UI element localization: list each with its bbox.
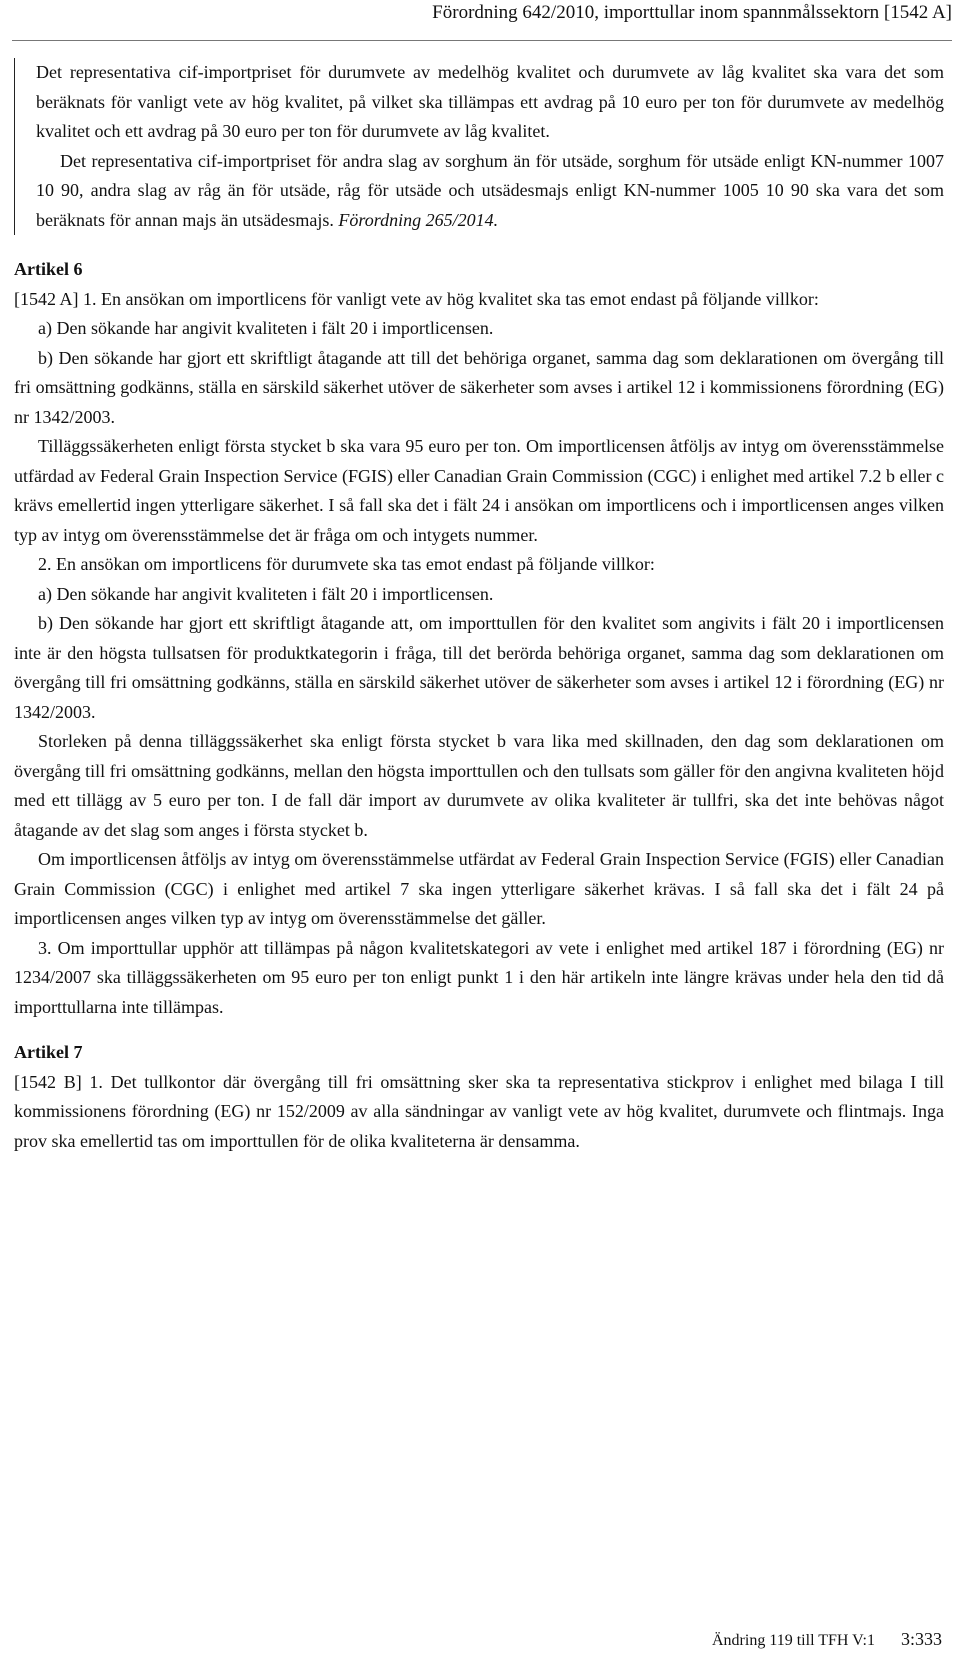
article-6-point-1: [1542 A] 1. En ansökan om importlicens för vanligt vete av hög kvalitet ska tas emot endast på följande villkor: (14, 288, 819, 309)
running-header: Förordning 642/2010, importtullar inom spannmålssektorn [1542 A] (432, 2, 952, 23)
amendment-reference: Förordning 265/2014. (338, 209, 499, 230)
document-body (14, 58, 944, 1156)
article-6-point-2-b: b) Den sökande har gjort ett skriftligt åtagande att, om importtullen för den kvalitet som angivits i fält 20 i importlicensen inte är den högsta tullsatsen för produktkategorin i fråga, till det berörda behöriga organet, samma dag som deklarationen om övergång till fri omsättning godkänns, ställa en särskild säkerhet utöver de säkerheter som avses i artikel 12 i förordning (EG) nr 1342/2003. (14, 613, 944, 722)
page-footer (712, 1629, 942, 1650)
article-6-point-2-c: Storleken på denna tilläggssäkerhet ska enligt första stycket b vara lika med skillnaden, den dag som deklarationen om övergång till fri omsättning godkänns, mellan den högsta importtullen och den tullsats som gäller för den angivna kvaliteten höjd med ett tillägg av 5 euro per ton. I de fall där import av durumvete av olika kvaliteter är tullfri, ska det inte behövas något åtagande av det slag som anges i första stycket b. (14, 731, 944, 840)
article-6-point-1-c: Tilläggssäkerheten enligt första stycket b ska vara 95 euro per ton. Om importlicensen åtföljs av intyg om överensstämmelse utfärdad av Federal Grain Inspection Service (FGIS) eller Canadian Grain Commission (CGC) i enlighet med artikel 7.2 b eller c krävs emellertid ingen ytterligare säkerhet. I så fall ska det i fält 24 i ansökan om importlicens och i importlicensen anges vilken typ av intyg om överensstämmelse det är fråga om och intygets nummer. (14, 436, 944, 545)
paragraph-cif-sorghum-text: Det representativa cif-importpriset för andra slag av sorghum än för utsäde, sorghum för utsäde enligt KN-nummer 1007 10 90, andra slag av råg än för utsäde, råg för utsäde och utsädesmajs enligt KN-nummer 1005 10 90 ska vara det som beräknats för annan majs än utsädesmajs. (36, 150, 944, 230)
article-6-point-1-a: a) Den sökande har angivit kvaliteten i fält 20 i importlicensen. (38, 318, 494, 338)
article-7-point-1: [1542 B] 1. Det tullkontor där övergång till fri omsättning sker ska ta representativa stickprov i enlighet med bilaga I till kommissionens förordning (EG) nr 152/2009 av alla sändningar av vanligt vete av hög kvalitet, durumvete och flintmajs. Inga prov ska emellertid tas om importtullen för de olika kvaliteterna är densamma. (14, 1071, 944, 1151)
article-6-point-2-d: Om importlicensen åtföljs av intyg om överensstämmelse utfärdat av Federal Grain Inspection Service (FGIS) eller Canadian Grain Commission (CGC) i enlighet med artikel 7 ska ingen ytterligare säkerhet krävas. I så fall ska det i fält 24 på importlicensen anges vilken typ av intyg om överensstämmelse det gäller. (14, 849, 944, 928)
footer-series: Ändring 119 till TFH V:1 (712, 1632, 875, 1649)
article-6-point-3: 3. Om importtullar upphör att tillämpas på någon kvalitetskategori av vete i enlighet med artikel 187 i förordning (EG) nr 1234/2007 ska tilläggssäkerheten om 95 euro per ton enligt punkt 1 i den här artikeln inte längre krävas under hela den tid då importtullarna inte tillämpas. (14, 937, 944, 1017)
article-6-heading: Artikel 6 (14, 259, 83, 279)
amended-section (14, 58, 944, 235)
page-number: 3:333 (900, 1629, 942, 1649)
paragraph-cif-sorghum (36, 147, 944, 236)
article-6-point-1-b: b) Den sökande har gjort ett skriftligt åtagande att till det behöriga organet, samma dag som deklarationen om övergång till fri omsättning godkänns, ställa en särskild säkerhet utöver de säkerheter som avses i artikel 12 i kommissionens förordning (EG) nr 1342/2003. (14, 347, 944, 427)
article-6-point-2-a: a) Den sökande har angivit kvaliteten i fält 20 i importlicensen. (38, 583, 494, 604)
article-7-heading: Artikel 7 (14, 1042, 83, 1062)
paragraph-cif-durum: Det representativa cif-importpriset för durumvete av medelhög kvalitet och durumvete av låg kvalitet ska vara det som beräknats för vanligt vete av hög kvalitet, på vilket ska tillämpas ett avdrag på 10 euro per ton för durumvete av medelhög kvalitet och ett avdrag på 30 euro per ton för durumvete av låg kvalitet. (36, 62, 944, 141)
header-rule (12, 40, 952, 41)
article-6-point-2: 2. En ansökan om importlicens för durumvete ska tas emot endast på följande villkor: (38, 554, 655, 574)
